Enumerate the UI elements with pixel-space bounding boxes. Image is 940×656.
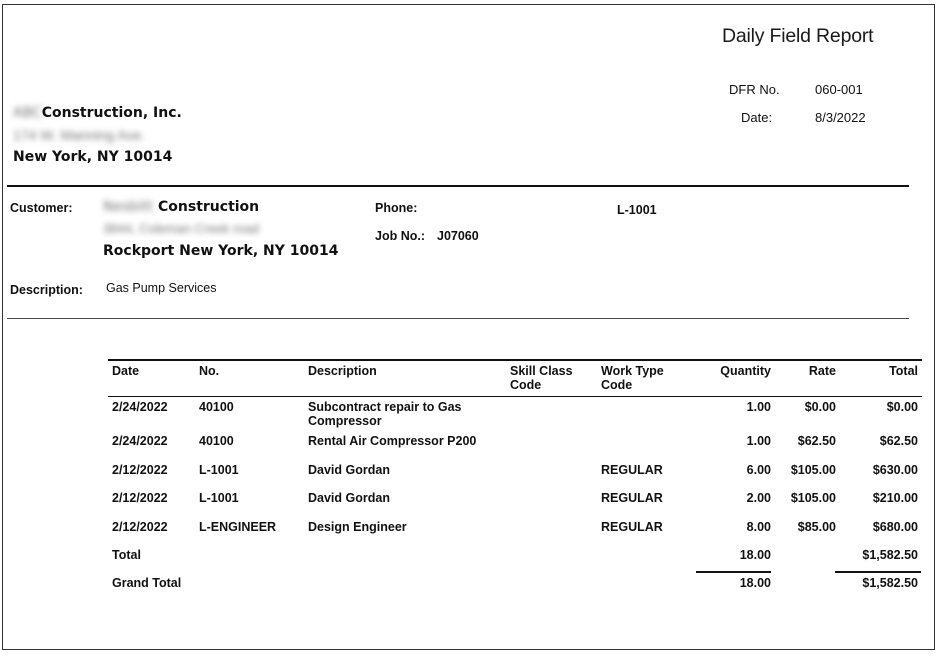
row-total: $680.00 <box>872 519 918 534</box>
row-quantity: 6.00 <box>746 462 771 477</box>
row-total: $630.00 <box>872 462 918 477</box>
company-name <box>13 105 182 121</box>
customer-name-redacted: Nesbitt <box>103 199 154 215</box>
header-divider <box>7 185 909 187</box>
report-date-value: 8/3/2022 <box>815 110 866 125</box>
customer-name <box>103 199 259 215</box>
job-number-label: Job No.: <box>375 229 425 243</box>
row-description: David Gordan <box>308 491 390 505</box>
col-header-quantity: Quantity <box>688 360 775 397</box>
description-label: Description: <box>10 283 83 297</box>
dfr-number-label: DFR No. <box>729 82 780 97</box>
table-row <box>108 517 922 546</box>
customer-street <box>103 221 259 236</box>
job-number-value: J07060 <box>437 229 479 243</box>
row-work-type: REGULAR <box>601 491 663 505</box>
grand-total-row <box>108 573 922 601</box>
customer-name-text: Construction <box>158 199 260 215</box>
col-header-skill-class-code: Skill Class Code <box>506 360 597 397</box>
customer-code: L-1001 <box>617 203 657 217</box>
row-no: L-1001 <box>199 462 239 477</box>
row-skill-class <box>506 517 597 546</box>
row-date: 2/24/2022 <box>112 400 168 414</box>
row-rate: $105.00 <box>790 491 836 505</box>
row-work-type: REGULAR <box>601 519 663 534</box>
row-skill-class <box>506 397 597 432</box>
row-quantity: 8.00 <box>746 519 771 534</box>
total-quantity: 18.00 <box>739 548 771 562</box>
phone-label: Phone: <box>375 201 418 215</box>
row-total: $0.00 <box>886 400 918 414</box>
grand-total-label: Grand Total <box>112 576 182 590</box>
company-street-redacted: 174 W. Manning Ave. <box>13 127 146 143</box>
customer-city: Rockport New York, NY 10014 <box>103 243 339 259</box>
col-header-date: Date <box>108 360 195 397</box>
company-name-redacted: ABC <box>13 105 42 121</box>
row-date: 2/12/2022 <box>112 519 168 534</box>
row-description: Subcontract repair to Gas Compressor <box>308 400 462 428</box>
customer-label: Customer: <box>10 201 73 215</box>
row-rate: $0.00 <box>804 400 836 414</box>
grand-total-quantity-rule <box>696 571 771 573</box>
company-name-text: Construction, Inc. <box>41 105 182 121</box>
row-rate: $85.00 <box>797 519 836 534</box>
row-description: Design Engineer <box>308 519 407 534</box>
table-row <box>108 488 922 517</box>
row-no: L-1001 <box>199 491 239 505</box>
total-row <box>108 545 922 573</box>
dfr-number-value: 060-001 <box>815 82 863 97</box>
row-quantity: 1.00 <box>746 400 771 414</box>
total-label: Total <box>112 548 141 562</box>
row-date: 2/24/2022 <box>112 434 168 448</box>
row-work-type <box>597 397 688 432</box>
row-total: $210.00 <box>872 491 918 505</box>
company-street <box>13 127 145 143</box>
total-amount: $1,582.50 <box>862 548 918 562</box>
row-skill-class <box>506 488 597 517</box>
row-description: David Gordan <box>308 462 390 477</box>
row-work-type <box>597 431 688 460</box>
row-total: $62.50 <box>879 434 918 448</box>
row-rate: $105.00 <box>790 462 836 477</box>
report-date-label: Date: <box>741 110 773 125</box>
col-header-total: Total <box>840 360 922 397</box>
col-header-work-type-code: Work Type Code <box>597 360 688 397</box>
company-city: New York, NY 10014 <box>13 149 173 165</box>
row-quantity: 1.00 <box>746 434 771 448</box>
grand-total-amount: $1,582.50 <box>862 576 918 590</box>
row-date: 2/12/2022 <box>112 491 168 505</box>
col-header-description: Description <box>304 360 506 397</box>
description-value: Gas Pump Services <box>106 281 217 295</box>
customer-divider <box>7 318 909 319</box>
row-rate: $62.50 <box>797 434 836 448</box>
line-items-table <box>108 359 922 601</box>
row-description: Rental Air Compressor P200 <box>308 434 477 448</box>
grand-total-quantity: 18.00 <box>739 576 771 590</box>
col-header-rate: Rate <box>775 360 840 397</box>
row-no: 40100 <box>199 400 234 414</box>
table-row <box>108 397 922 432</box>
col-header-no: No. <box>195 360 304 397</box>
customer-street-redacted: 3844, Coleman Creek road <box>103 221 260 236</box>
row-quantity: 2.00 <box>746 491 771 505</box>
row-no: L-ENGINEER <box>199 519 277 534</box>
row-no: 40100 <box>199 434 234 448</box>
table-row <box>108 460 922 489</box>
row-work-type: REGULAR <box>601 462 663 477</box>
report-title: Daily Field Report <box>722 25 874 47</box>
row-skill-class <box>506 460 597 489</box>
table-row <box>108 431 922 460</box>
table-header-row <box>108 360 922 397</box>
row-skill-class <box>506 431 597 460</box>
row-date: 2/12/2022 <box>112 462 168 477</box>
grand-total-amount-rule <box>835 571 921 573</box>
